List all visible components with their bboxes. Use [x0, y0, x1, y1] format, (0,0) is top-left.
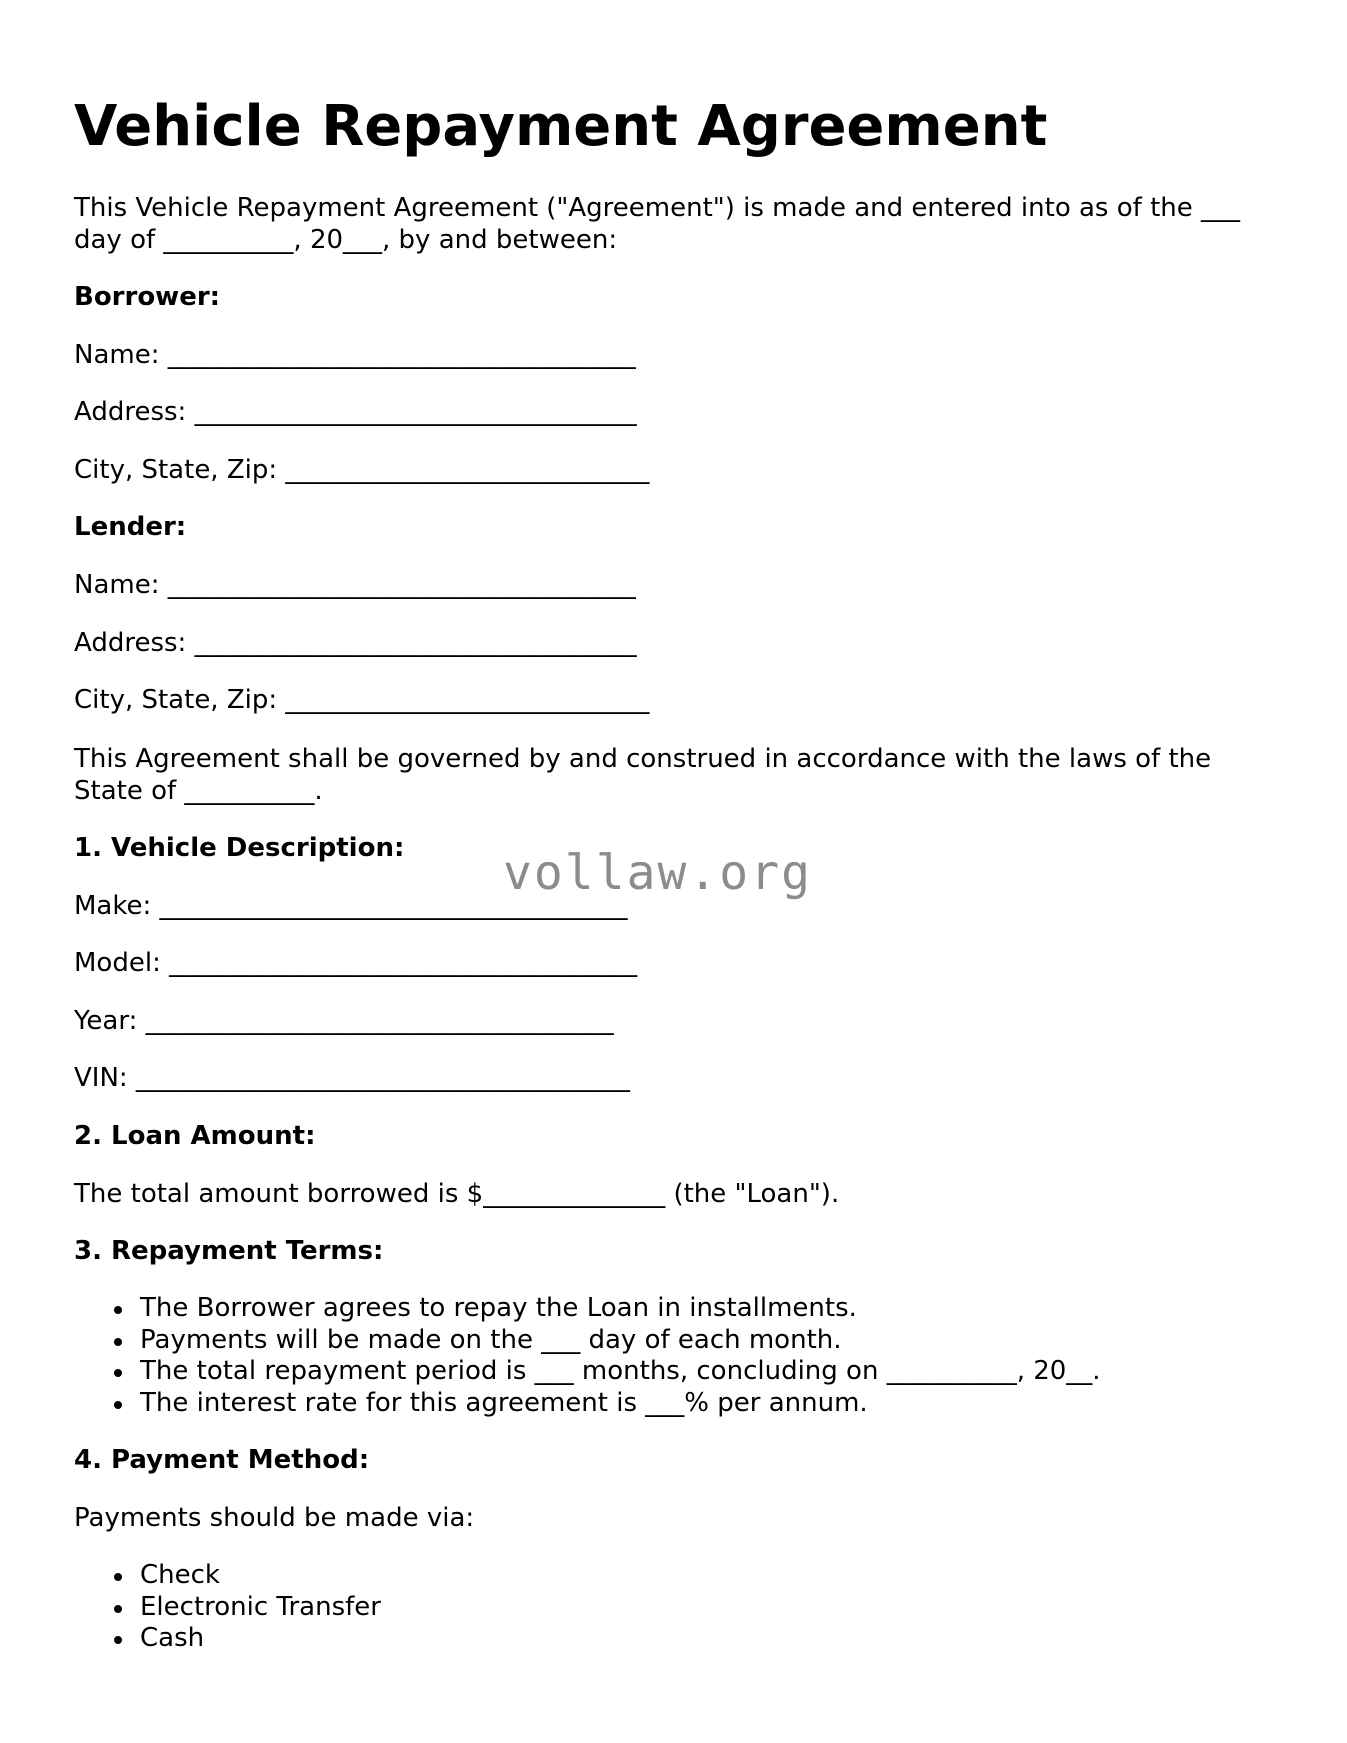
- list-item: The total repayment period is ___ months, concluding on __________, 20__.: [74, 1356, 1101, 1388]
- lender-heading: Lender:: [74, 512, 187, 542]
- list-item: Payments will be made on the ___ day of each month.: [74, 1325, 1101, 1357]
- list-item: Electronic Transfer: [74, 1592, 381, 1624]
- watermark: vollaw.org: [503, 845, 812, 901]
- repayment-terms-list: [74, 1293, 1101, 1419]
- lender-city-field: City, State, Zip: ____________________________: [74, 685, 650, 715]
- vehicle-model-field: Model: ____________________________________: [74, 948, 638, 978]
- governing-law-paragraph: This Agreement shall be governed by and construed in accordance with the laws of the State of __________.: [74, 744, 1212, 806]
- repayment-terms-heading: 3. Repayment Terms:: [74, 1236, 384, 1266]
- borrower-address-field: Address: __________________________________: [74, 397, 637, 427]
- list-item: The interest rate for this agreement is ___% per annum.: [74, 1388, 1101, 1420]
- payment-method-text: Payments should be made via:: [74, 1503, 475, 1533]
- intro-paragraph: This Vehicle Repayment Agreement ("Agreement") is made and entered into as of the ___ day of __________, 20___, by and between:: [74, 193, 1241, 255]
- lender-name-field: Name: ____________________________________: [74, 570, 636, 600]
- vehicle-vin-field: VIN: ______________________________________: [74, 1063, 630, 1093]
- lender-address-field: Address: __________________________________: [74, 628, 637, 658]
- payment-method-list: [74, 1560, 381, 1655]
- borrower-heading: Borrower:: [74, 282, 221, 312]
- vehicle-year-field: Year: ____________________________________: [74, 1006, 614, 1036]
- borrower-name-field: Name: ____________________________________: [74, 340, 636, 370]
- list-item: The Borrower agrees to repay the Loan in installments.: [74, 1293, 1101, 1325]
- list-item: Cash: [74, 1623, 381, 1655]
- document-title: Vehicle Repayment Agreement: [74, 94, 1048, 159]
- vehicle-make-field: Make: ____________________________________: [74, 891, 628, 921]
- loan-amount-heading: 2. Loan Amount:: [74, 1121, 316, 1151]
- borrower-city-field: City, State, Zip: ____________________________: [74, 455, 650, 485]
- loan-amount-text: The total amount borrowed is $______________ (the "Loan").: [74, 1179, 840, 1209]
- vehicle-description-heading: 1. Vehicle Description:: [74, 833, 405, 863]
- payment-method-heading: 4. Payment Method:: [74, 1445, 370, 1475]
- list-item: Check: [74, 1560, 381, 1592]
